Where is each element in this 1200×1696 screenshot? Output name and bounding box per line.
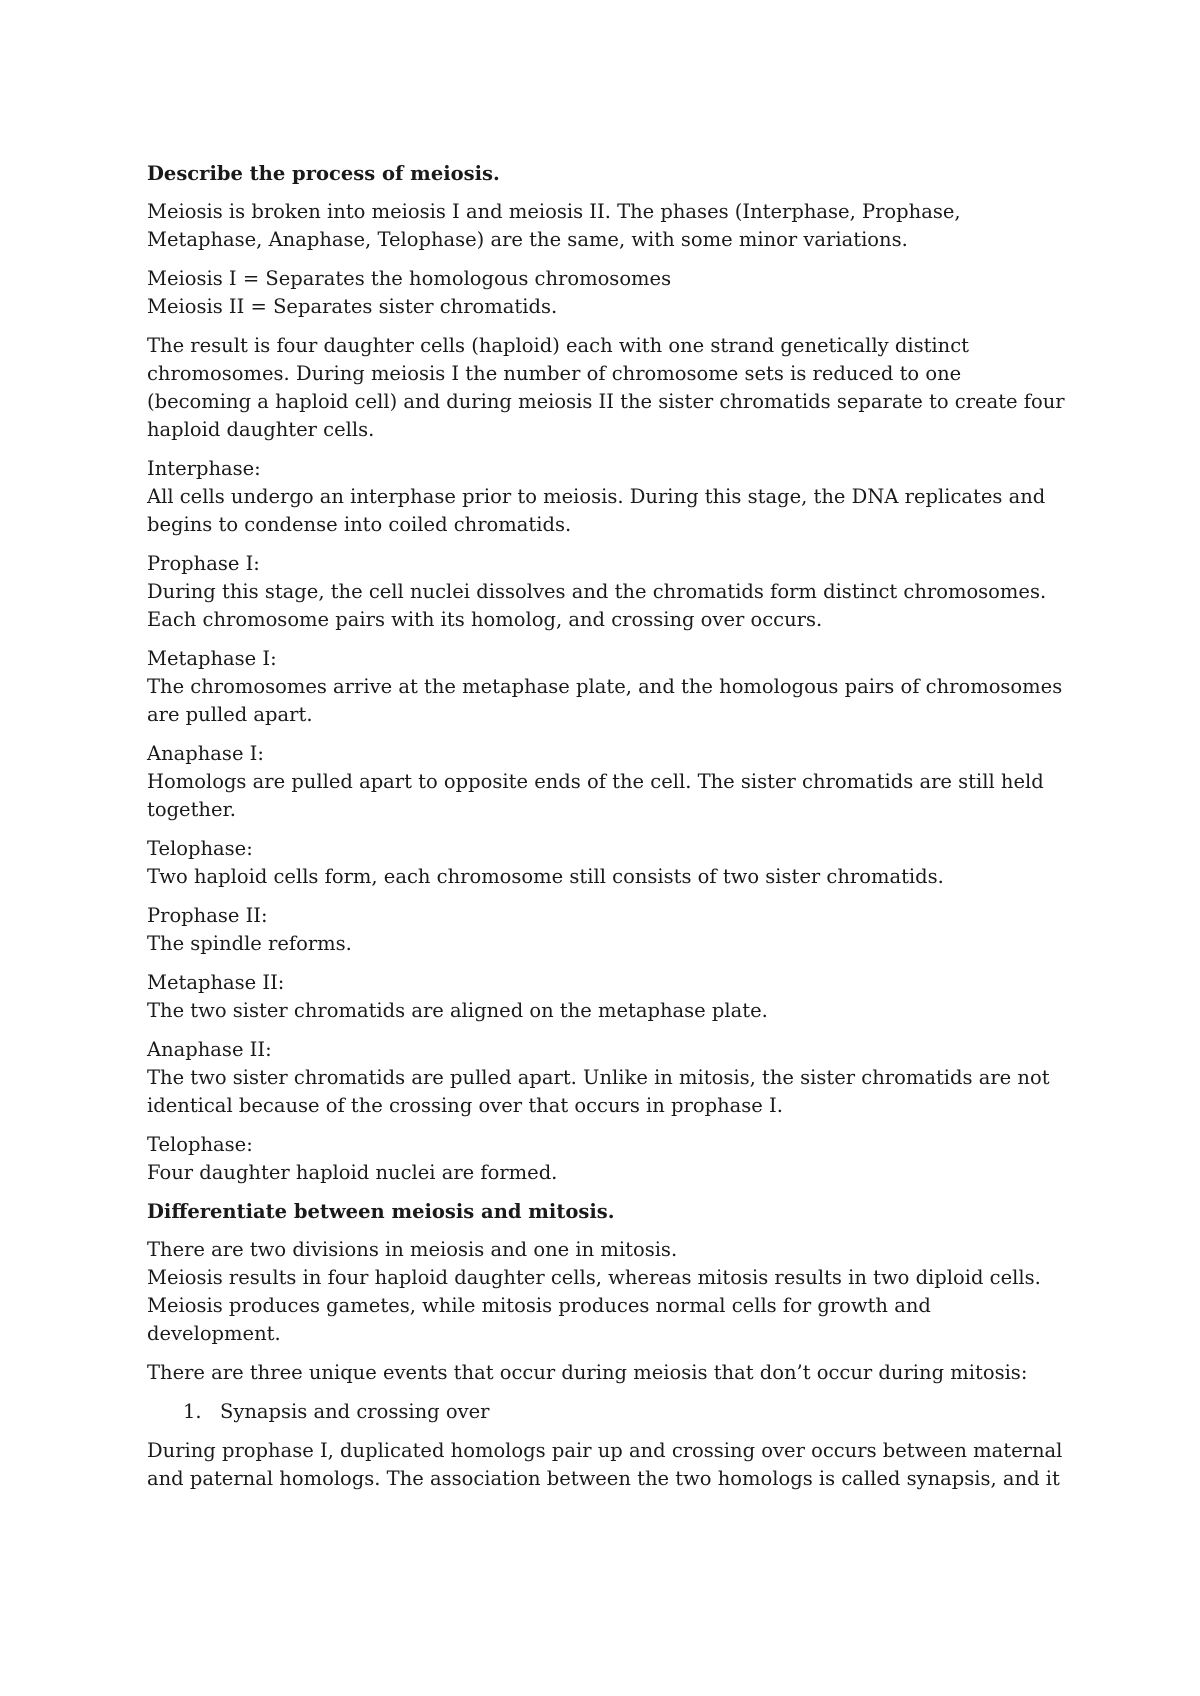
phase-title: Prophase I: (147, 552, 260, 575)
phase-text: Homologs are pulled apart to opposite ends of the cell. The sister chromatids are still held together. (147, 770, 1044, 821)
phase-text: All cells undergo an interphase prior to meiosis. During this stage, the DNA replicates and begins to condense into coiled chromatids. (147, 485, 1046, 536)
phase-block (147, 969, 1067, 1025)
document-body (147, 160, 1067, 1504)
phase-title: Telophase: (147, 1133, 253, 1156)
phase-text: The two sister chromatids are aligned on the metaphase plate. (147, 999, 768, 1022)
unique-events-paragraph: There are three unique events that occur during meiosis that don’t occur during mitosis: (147, 1361, 1028, 1384)
phase-text: The spindle reforms. (147, 932, 352, 955)
list-item-text: Synapsis and crossing over (220, 1400, 490, 1423)
phase-title: Metaphase II: (147, 971, 285, 994)
unique-events-list (147, 1398, 1067, 1426)
phase-title: Prophase II: (147, 904, 268, 927)
phase-text: The two sister chromatids are pulled apart. Unlike in mitosis, the sister chromatids are not identical because of the crossing over that occurs in prophase I. (147, 1066, 1050, 1117)
list-item (147, 1398, 1067, 1426)
difference-line: There are two divisions in meiosis and one in mitosis. (147, 1238, 678, 1261)
intro-paragraph: Meiosis is broken into meiosis I and meiosis II. The phases (Interphase, Prophase, Metaphase, Anaphase, Telophase) are the same, with some minor variations. (147, 200, 961, 251)
difference-line: Meiosis results in four haploid daughter cells, whereas mitosis results in two diploid cells. (147, 1266, 1041, 1289)
section-heading-meiosis: Describe the process of meiosis. (147, 162, 500, 185)
synapsis-paragraph: During prophase I, duplicated homologs pair up and crossing over occurs between maternal and paternal homologs. The association between the two homologs is called synapsis, and it (147, 1439, 1063, 1490)
phase-title: Metaphase I: (147, 647, 277, 670)
phase-block (147, 740, 1067, 824)
phase-block (147, 455, 1067, 539)
phase-title: Telophase: (147, 837, 253, 860)
phase-block (147, 835, 1067, 891)
phase-title: Interphase: (147, 457, 261, 480)
phase-text: During this stage, the cell nuclei dissolves and the chromatids form distinct chromosomes. Each chromosome pairs with its homolog, and crossing over occurs. (147, 580, 1047, 631)
meiosis-definitions (147, 265, 1067, 321)
phase-block (147, 902, 1067, 958)
phase-title: Anaphase I: (147, 742, 264, 765)
meiosis-i-line: Meiosis I = Separates the homologous chromosomes (147, 267, 672, 290)
phase-title: Anaphase II: (147, 1038, 272, 1061)
section-heading-differentiate: Differentiate between meiosis and mitosis. (147, 1200, 615, 1223)
phase-text: Two haploid cells form, each chromosome still consists of two sister chromatids. (147, 865, 944, 888)
result-paragraph: The result is four daughter cells (haploid) each with one strand genetically distinct chromosomes. During meiosis I the number of chromosome sets is reduced to one (becoming a haploid cell) and during meiosis II the sister chromatids separate to create four haploid daughter cells. (147, 334, 1065, 441)
list-item-number: 1. (183, 1400, 202, 1423)
phase-block (147, 1131, 1067, 1187)
phase-text: The chromosomes arrive at the metaphase plate, and the homologous pairs of chromosomes are pulled apart. (147, 675, 1063, 726)
differences-paragraph (147, 1236, 1067, 1348)
difference-line: Meiosis produces gametes, while mitosis produces normal cells for growth and development. (147, 1294, 931, 1345)
meiosis-ii-line: Meiosis II = Separates sister chromatids. (147, 295, 558, 318)
phase-text: Four daughter haploid nuclei are formed. (147, 1161, 558, 1184)
phase-block (147, 645, 1067, 729)
phase-block (147, 1036, 1067, 1120)
phase-block (147, 550, 1067, 634)
